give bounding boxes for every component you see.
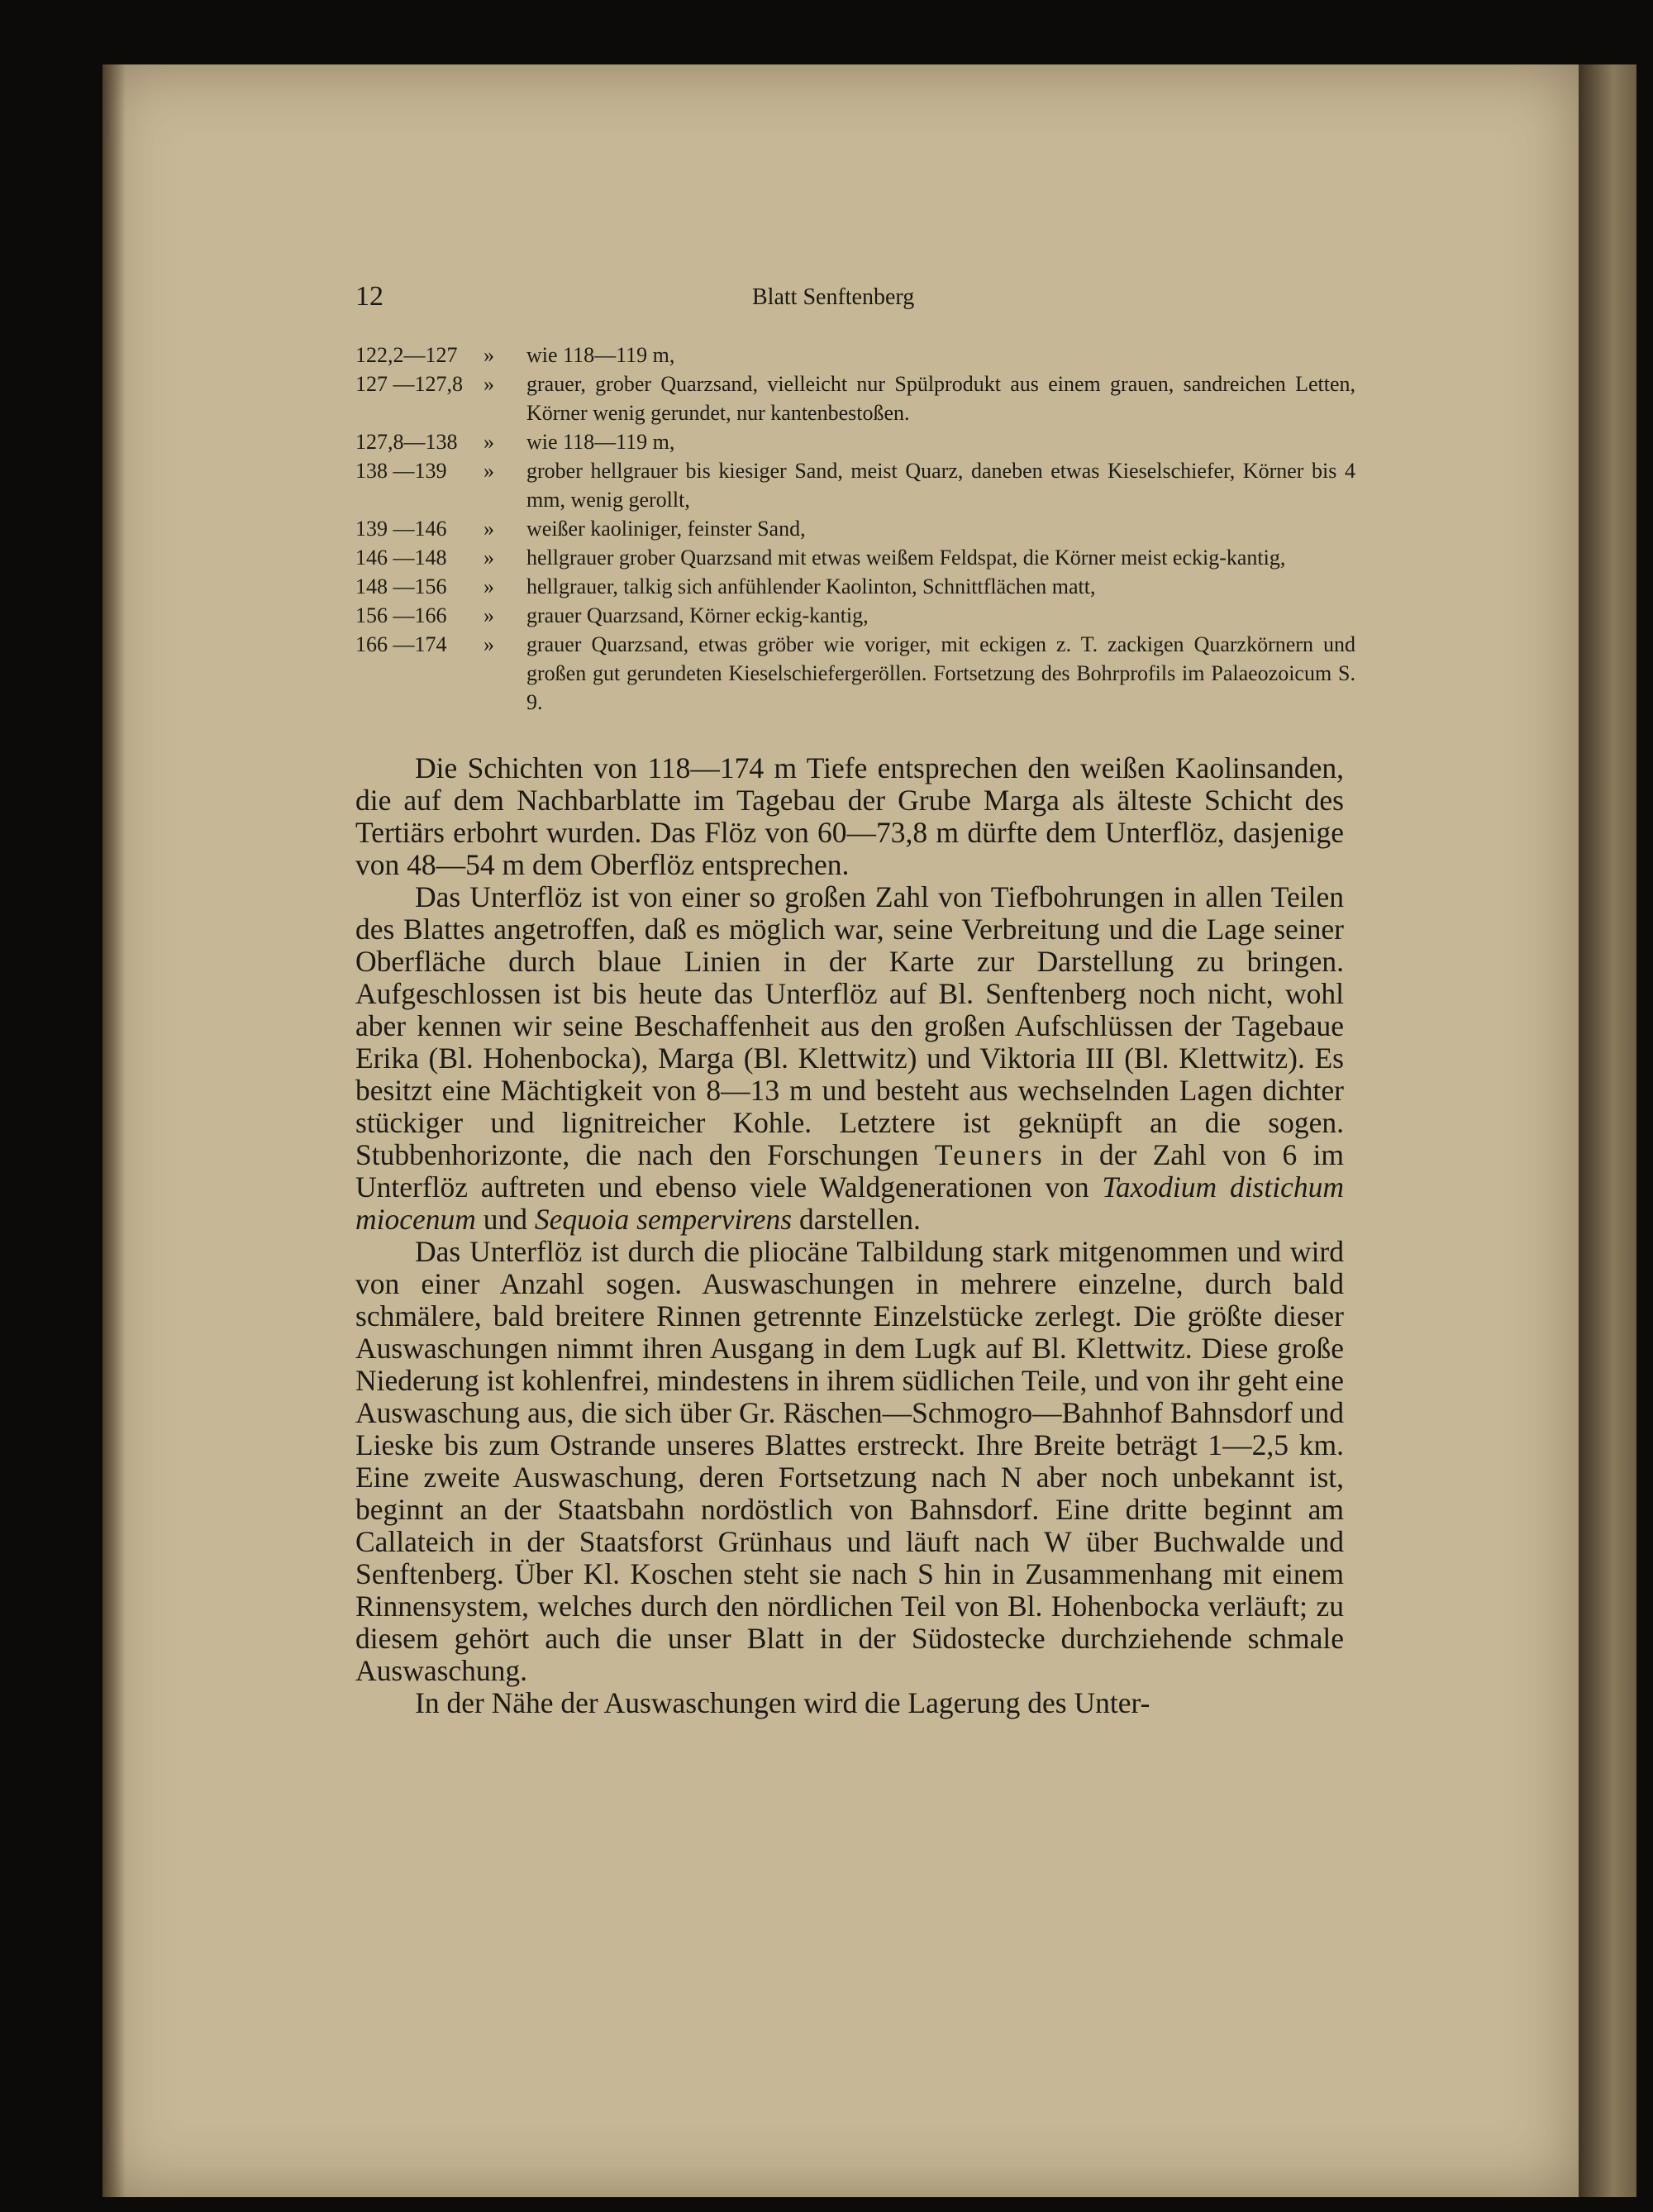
body-text: [355, 752, 1344, 1719]
table-row: [355, 427, 1355, 456]
facing-page-edge: [1579, 64, 1636, 2197]
paragraph-3: Das Unterflöz ist durch die pliocäne Talbildung stark mitgenommen und wird von einer Anzahl sogen. Auswaschungen in mehrere einzelne, durch bald schmälere, bald breitere Rinnen getrennte Einzelstücke zerlegt. Die größte dieser Auswaschungen nimmt ihren Ausgang in dem Lugk auf Bl. Klettwitz. Diese große Niederung ist kohlenfrei, mindestens in ihrem südlichen Teile, und von ihr geht eine Auswaschung aus, die sich über Gr. Räschen—Schmogro—Bahnhof Bahnsdorf und Lieske bis zum Ostrande unseres Blattes erstreckt. Ihre Breite beträgt 1—2,5 km. Eine zweite Auswaschung, deren Fortsetzung nach N aber noch unbekannt ist, beginnt an der Staatsbahn nordöstlich von Bahnsdorf. Eine dritte beginnt am Callateich in der Staatsforst Grünhaus und läuft nach W über Buchwalde und Senftenberg. Über Kl. Koschen steht sie nach S hin in Zusammenhang mit einem Rinnensystem, welches durch den nördlichen Teil von Bl. Hohenbocka verläuft; zu diesem gehört auch die unser Blatt in der Südostecke durchziehende schmale Auswaschung.: [355, 1235, 1344, 1687]
depth-cell: 156 —166: [355, 603, 447, 627]
paragraph-2-text-c: darstellen.: [799, 1203, 921, 1236]
description-cell: grauer, grober Quarzsand, vielleicht nur Spülprodukt aus einem grauen, sandreichen Letten, Körner wenig gerundet, nur kantenbestoßen.: [526, 372, 1355, 425]
table-row: [355, 341, 1355, 369]
description-cell: wie 118—119 m,: [526, 430, 675, 454]
page-gutter-shadow: [102, 64, 126, 2197]
table-row: [355, 572, 1355, 601]
description-cell: grober hellgrauer bis kiesiger Sand, meist Quarz, daneben etwas Kieselschiefer, Körner bis 4 mm, wenig gerollt,: [526, 459, 1355, 512]
paragraph-2-text-a: Das Unterflöz ist von einer so großen Zahl von Tiefbohrungen in allen Teilen des Blattes angetroffen, daß es möglich war, seine Verbreitung und die Lage seiner Oberfläche durch blaue Linien in der Karte zur Darstellung zu bringen. Aufgeschlossen ist bis heute das Unterflöz auf Bl. Senftenberg noch nicht, wohl aber kennen wir seine Beschaffenheit aus den großen Aufschlüssen der Tagebaue Erika (Bl. Hohenbocka), Marga (Bl. Klettwitz) und Viktoria III (Bl. Klettwitz). Es besitzt eine Mächtigkeit von 8—13 m und besteht aus wechselnden Lagen dichter stückiger und lignitreicher Kohle. Letztere ist geknüpft an die sogen. Stubbenhorizonte, die nach den Forschungen: [355, 880, 1344, 1171]
description-cell: wie 118—119 m,: [526, 343, 675, 367]
ditto-mark: »: [484, 372, 494, 396]
description-cell: hellgrauer grober Quarzsand mit etwas weißem Feldspat, die Körner meist eckig-kantig,: [526, 546, 1286, 570]
ditto-mark: »: [484, 517, 494, 541]
depth-cell: 139 —146: [355, 517, 447, 541]
ditto-mark: »: [484, 546, 494, 570]
ditto-mark: »: [484, 574, 494, 598]
ditto-mark: »: [484, 430, 494, 454]
table-row: [355, 601, 1355, 630]
description-cell: grauer Quarzsand, Körner eckig-kantig,: [526, 603, 869, 627]
borehole-profile-table: [355, 341, 1355, 717]
ditto-mark: »: [484, 632, 494, 656]
paragraph-2: [355, 881, 1344, 1236]
species-name-2: Sequoia sempervirens: [534, 1203, 793, 1236]
running-title: Blatt Senftenberg: [752, 284, 915, 310]
table-row: [355, 543, 1355, 572]
page-number: 12: [355, 281, 383, 312]
paragraph-2-text-b: in der Zahl von 6 im Unterflöz auftreten und ebenso viele Waldgenerationen von: [355, 1138, 1345, 1204]
depth-cell: 127,8—138: [355, 430, 458, 454]
table-row: [355, 514, 1355, 543]
table-row: [355, 456, 1355, 514]
paragraph-4: In der Nähe der Auswaschungen wird die Lagerung des Unter-: [415, 1686, 1150, 1719]
ditto-mark: »: [484, 343, 494, 367]
depth-cell: 138 —139: [355, 459, 447, 483]
ditto-mark: »: [484, 459, 494, 483]
depth-cell: 122,2—127: [355, 343, 458, 367]
author-name: Teuners: [934, 1138, 1045, 1171]
species-name-1: Taxodium distichum miocenum: [355, 1170, 1344, 1236]
description-cell: hellgrauer, talkig sich anfühlender Kaolinton, Schnittflächen matt,: [526, 574, 1096, 598]
paragraph-2-and: und: [483, 1203, 528, 1236]
depth-cell: 166 —174: [355, 632, 447, 656]
depth-cell: 127 —127,8: [355, 372, 463, 396]
ditto-mark: »: [484, 603, 494, 627]
description-cell: weißer kaoliniger, feinster Sand,: [526, 517, 806, 541]
table-row: [355, 369, 1355, 427]
description-cell: grauer Quarzsand, etwas gröber wie voriger, mit eckigen z. T. zackigen Quarzkörnern und großen gut gerundeten Kieselschiefergeröllen. Fortsetzung des Bohrprofils im Palaeozoicum S. 9.: [526, 632, 1355, 714]
table-row: [355, 630, 1355, 717]
depth-cell: 148 —156: [355, 574, 447, 598]
page-header: [355, 281, 1347, 314]
paragraph-1: Die Schichten von 118—174 m Tiefe entsprechen den weißen Kaolinsanden, die auf dem Nachbarblatte im Tagebau der Grube Marga als älteste Schicht des Tertiärs erbohrt wurden. Das Flöz von 60—73,8 m dürfte dem Unterflöz, dasjenige von 48—54 m dem Oberflöz entsprechen.: [355, 751, 1344, 881]
depth-cell: 146 —148: [355, 546, 447, 570]
